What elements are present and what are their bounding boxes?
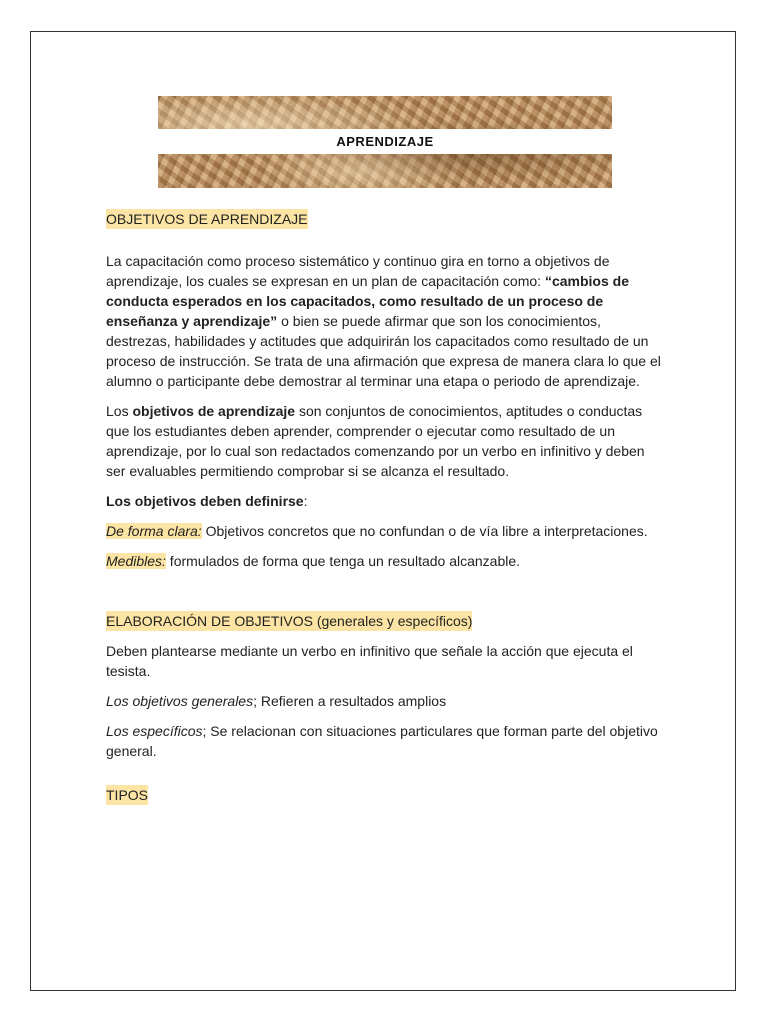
definirse-line xyxy=(106,491,666,511)
section-heading xyxy=(106,611,666,631)
paragraph-text: Deben plantearse mediante un verbo en infinitivo que señale la acción que ejecuta el tesista. xyxy=(106,643,633,679)
especificos-label: Los específicos xyxy=(106,723,203,739)
paragraph-text: La capacitación como proceso sistemático y continuo gira en torno a objetivos de aprendizaje, los cuales se expresan en un plan de capacitación como: xyxy=(106,253,610,289)
document-body xyxy=(106,209,666,805)
paragraph-text: Los xyxy=(106,403,133,419)
forma-clara-label: De forma clara: xyxy=(106,523,202,539)
paragraph-elaboracion xyxy=(106,641,666,681)
section-heading xyxy=(106,785,666,805)
paragraph-text: son conjuntos de conocimientos, aptitudes o conductas que los estudiantes deben aprender, comprender o ejecutar como resultado de un aprendizaje, por lo cual son redactados comenzando por un verbo en infinitivo y deben ser evaluables permitiendo comprobar si se alcanza el resultado. xyxy=(106,403,645,479)
generales-item xyxy=(106,691,666,711)
elaboracion-heading: ELABORACIÓN DE OBJETIVOS (generales y específicos) xyxy=(106,613,473,629)
especificos-item xyxy=(106,721,666,761)
forma-clara-item xyxy=(106,521,666,541)
definirse-colon: : xyxy=(303,493,308,509)
objetivos-heading: OBJETIVOS DE APRENDIZAJE xyxy=(106,211,308,227)
medibles-label: Medibles: xyxy=(106,553,166,569)
banner-image xyxy=(158,96,612,188)
paragraph-bold-term: objetivos de aprendizaje xyxy=(132,403,296,419)
paragraph-objetivos xyxy=(106,401,666,481)
paragraph-bold-quote: “cambios de conducta esperados en los capacitados, como resultado de un proceso de enseñanza y aprendizaje” xyxy=(106,273,629,329)
document-title: APRENDIZAJE xyxy=(336,134,434,149)
medibles-item xyxy=(106,551,666,571)
generales-text: ; Refieren a resultados amplios xyxy=(253,693,447,709)
document-page xyxy=(30,31,736,991)
especificos-text: ; Se relacionan con situaciones particulares que forman parte del objetivo general. xyxy=(106,723,658,759)
tipos-heading: TIPOS xyxy=(106,787,149,803)
medibles-text: formulados de forma que tenga un resultado alcanzable. xyxy=(165,553,521,569)
paragraph-text: o bien se puede afirmar que son los conocimientos, destrezas, habilidades y actitudes que adquirirán los capacitados como resultado de un proceso de instrucción. Se trata de una afirmación que expresa de manera clara lo que el alumno o participante debe demostrar al terminar una etapa o periodo de aprendizaje. xyxy=(106,313,661,389)
section-heading xyxy=(106,209,666,229)
banner-band xyxy=(158,129,612,154)
forma-clara-text: Objetivos concretos que no confundan o de vía libre a interpretaciones. xyxy=(201,523,648,539)
generales-label: Los objetivos generales xyxy=(106,693,254,709)
paragraph-capacitacion xyxy=(106,251,666,391)
definirse-bold: Los objetivos deben definirse xyxy=(106,493,304,509)
